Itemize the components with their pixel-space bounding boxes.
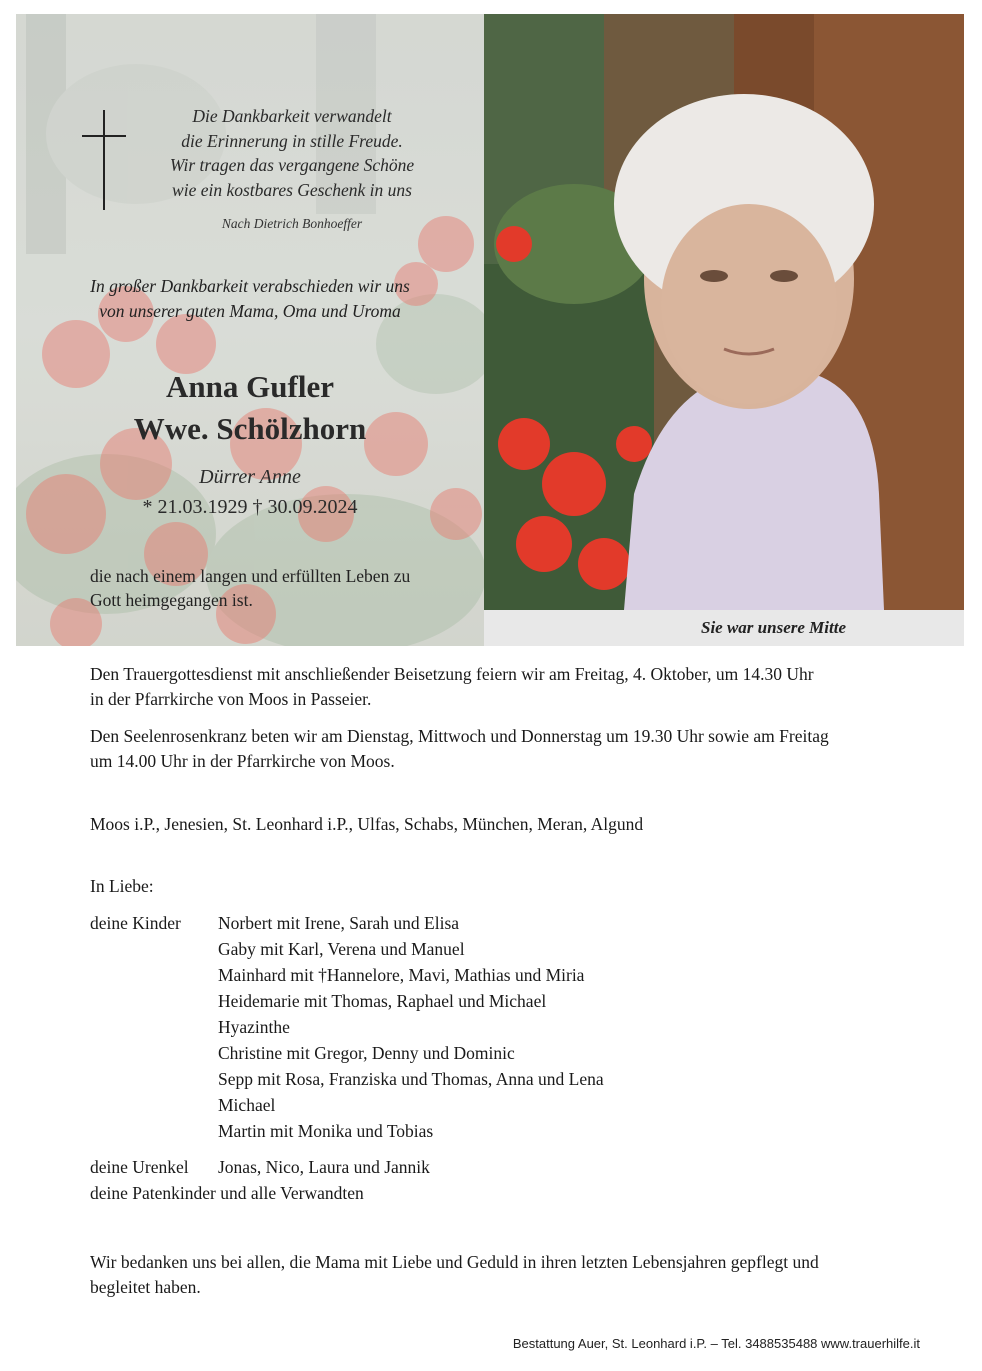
text-line: Den Trauergottesdienst mit anschließender Beisetzung feiern wir am Freitag, 4. Oktober, um 14.30 Uhr	[90, 664, 814, 684]
text-line: begleitet haben.	[90, 1277, 201, 1297]
quote-line: wie ein kostbares Geschenk in uns	[172, 179, 412, 200]
child-entry: Mainhard mit †Hannelore, Mavi, Mathias und Miria	[218, 965, 585, 985]
rosary-text	[90, 724, 930, 774]
text-line: Moos i.P., Jenesien, St. Leonhard i.P., Ulfas, Schabs, München, Meran, Algund	[90, 814, 644, 834]
in-love-label	[90, 874, 930, 899]
places-text	[90, 812, 930, 837]
child-entry: Heidemarie mit Thomas, Raphael und Michael	[218, 991, 547, 1011]
farewell-intro	[16, 274, 484, 323]
family-row	[90, 1154, 930, 1180]
family-list	[90, 910, 930, 1206]
quote-line: Wir tragen das vergangene Schöne	[169, 155, 415, 175]
family-row	[90, 1066, 930, 1092]
child-entry: Hyazinthe	[218, 1017, 290, 1037]
header-panel	[16, 14, 964, 646]
name-line: Anna Gufler	[166, 369, 334, 404]
great-grandchildren-entry: Jonas, Nico, Laura und Jannik	[218, 1157, 430, 1177]
child-entry: Gaby mit Karl, Verena und Manuel	[218, 939, 465, 959]
family-row	[90, 1180, 930, 1206]
child-entry: Christine mit Gregor, Denny und Dominic	[218, 1043, 515, 1063]
text-line: um 14.00 Uhr in der Pfarrkirche von Moos.	[90, 751, 395, 771]
life-dates: * 21.03.1929 † 30.09.2024	[142, 496, 358, 518]
great-grandchildren-label: deine Urenkel	[90, 1157, 189, 1177]
child-entry: Norbert mit Irene, Sarah und Elisa	[218, 913, 460, 933]
text-line: In Liebe:	[90, 876, 154, 896]
family-row	[90, 910, 930, 936]
closing-line: die nach einem langen und erfüllten Leben zu	[90, 566, 411, 586]
family-row	[90, 1118, 930, 1144]
photo-caption-strip	[484, 610, 964, 646]
text-line: Wir bedanken uns bei allen, die Mama mit Liebe und Geduld in ihren letzten Lebensjahren gepflegt und	[90, 1252, 819, 1272]
family-row	[90, 988, 930, 1014]
maiden-name: Dürrer Anne	[199, 466, 301, 488]
undertaker-footer: Bestattung Auer, St. Leonhard i.P. – Tel. 3488535488 www.trauerhilfe.it	[512, 1336, 920, 1351]
name-line: Wwe. Schölzhorn	[133, 411, 367, 446]
children-label: deine Kinder	[90, 913, 181, 933]
closing-text	[90, 564, 480, 612]
family-row	[90, 1014, 930, 1040]
family-row	[90, 936, 930, 962]
portrait-photo	[484, 14, 964, 610]
child-entry: Martin mit Monika und Tobias	[218, 1121, 434, 1141]
memorial-quote	[106, 104, 478, 202]
quote-line: die Erinnerung in stille Freude.	[181, 130, 403, 151]
thanks-text	[90, 1250, 930, 1300]
closing-line: Gott heimgegangen ist.	[90, 590, 253, 610]
text-line: Den Seelenrosenkranz beten wir am Dienstag, Mittwoch und Donnerstag um 19.30 Uhr sowie am Freitag	[90, 726, 829, 746]
family-row	[90, 1092, 930, 1118]
photo-caption: Sie war unsere Mitte	[701, 618, 846, 637]
deceased-name	[16, 366, 484, 450]
text-line: in der Pfarrkirche von Moos in Passeier.	[90, 689, 372, 709]
family-row	[90, 962, 930, 988]
quote-author: Nach Dietrich Bonhoeffer	[221, 216, 363, 231]
family-row	[90, 1040, 930, 1066]
child-entry: Sepp mit Rosa, Franziska und Thomas, Anna und Lena	[218, 1069, 604, 1089]
intro-line: In großer Dankbarkeit verabschieden wir uns	[90, 276, 410, 296]
funeral-service-text	[90, 662, 930, 712]
quote-line: Die Dankbarkeit verwandelt	[192, 106, 392, 126]
intro-line: von unserer guten Mama, Oma und Uroma	[99, 300, 401, 321]
child-entry: Michael	[218, 1095, 276, 1115]
godchildren-line: deine Patenkinder und alle Verwandten	[90, 1183, 364, 1203]
